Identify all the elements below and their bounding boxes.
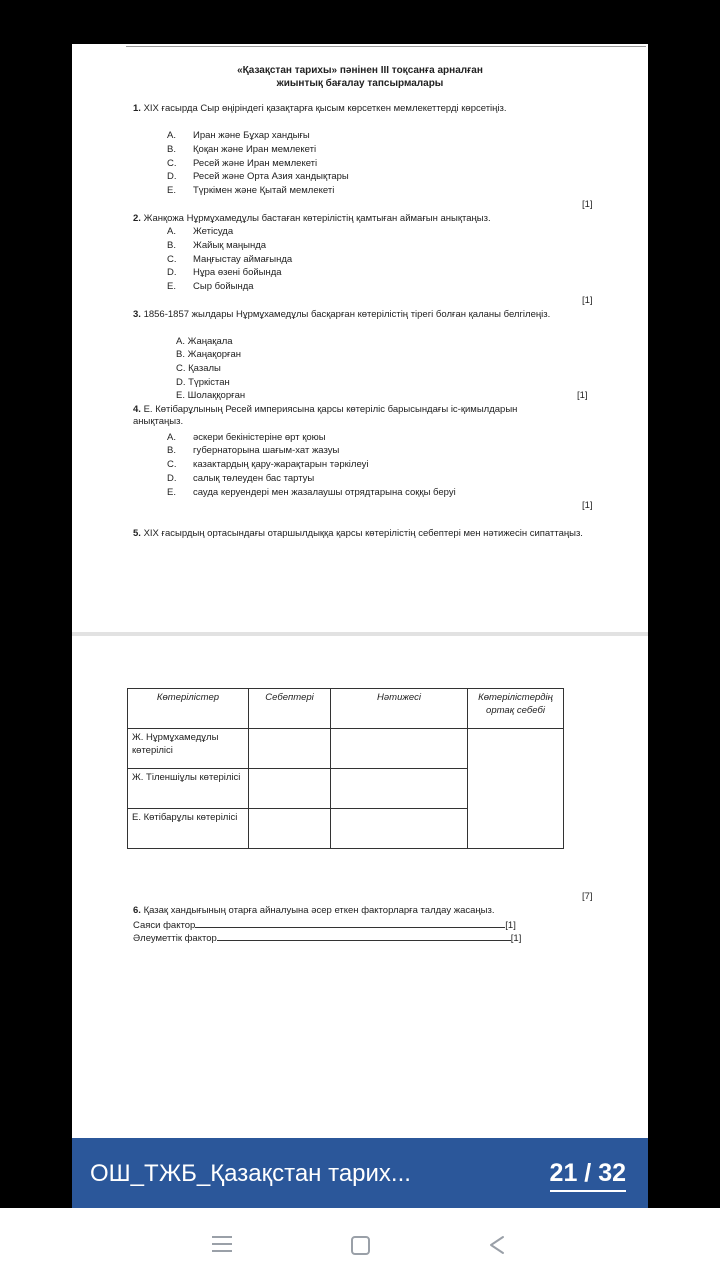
document-bottom-bar [72,1138,648,1208]
question-4 [133,404,553,428]
q3-option-c: С. Қазалы [176,363,221,374]
q2-option-c: C. Маңғыстау аймағында [167,254,293,265]
q2-option-e: E. Сыр бойында [167,281,254,292]
q1-mark: [1] [582,199,593,210]
q6-social-factor-line [133,931,521,945]
question-2-text: Жанқожа Нұрмұхамедұлы бастаған көтерілістің қамтыған аймағын анықтаңыз. [143,213,491,224]
document-page-2 [72,636,648,1136]
table-header-results: Нәтижесі [331,689,468,729]
q6-political-factor-line [133,918,516,932]
q4-option-b: B. губернаторына шағым-хат жазуы [167,445,340,456]
q2-mark: [1] [582,295,593,306]
page-title-line2: жиынтық бағалау тапсырмалары [276,78,444,89]
question-4-number: 4. [133,404,141,415]
question-1-text: ХІХ ғасырда Сыр өңіріндегі қазақтарға қысым көрсеткен мемлекеттерді көрсетіңіз. [143,103,507,114]
question-1 [133,103,603,115]
back-icon[interactable] [486,1234,508,1256]
q6-social-factor-label: Әлеуметтік фактор [133,933,217,944]
question-3-number: 3. [133,309,141,320]
table-cell [249,769,331,809]
document-viewer[interactable] [72,44,648,1208]
table-cell-common-cause [468,729,564,849]
table-cell [249,809,331,849]
q1-option-a: A. Иран және Бұхар хандығы [167,130,310,141]
q4-option-a: A. әскери бекіністеріне өрт қоюы [167,432,326,443]
q2-option-b: B. Жайық маңында [167,240,267,251]
uprisings-table [127,688,564,849]
document-name[interactable]: ОШ_ТЖБ_Қазақстан тарих... [90,1160,411,1187]
question-2-number: 2. [133,213,141,224]
question-6-text: Қазақ хандығының отарға айналуына әсер еткен факторларға талдау жасаңыз. [143,905,495,916]
page-counter[interactable]: 21 / 32 [550,1158,626,1192]
q1-option-c: C. Ресей және Иран мемлекеті [167,158,318,169]
page-title-line1: «Қазақстан тарихы» пәнінен ІІІ тоқсанға арналған [237,65,483,76]
table-cell [331,809,468,849]
q3-option-b: В. Жаңақорған [176,349,242,360]
question-3-text: 1856-1857 жылдары Нұрмұхамедұлы басқарған көтерілістің тірегі болған қаланы белгілеңіз. [143,309,551,320]
q3-option-a: А. Жаңақала [176,336,233,347]
q3-option-d: D. Түркістан [176,377,230,388]
question-2 [133,213,613,225]
question-6-number: 6. [133,905,141,916]
q4-option-c: C. казактардың қару-жарақтарын тәркілеуі [167,459,369,470]
table-row-label-1: Ж. Нұрмұхамедұлы көтерілісі [128,729,249,769]
question-3 [133,309,603,321]
question-6 [133,905,613,917]
q6-political-factor-label: Саяси фактор [133,920,196,931]
q3-mark: [1] [577,390,588,401]
q4-option-d: D. салық төлеуден бас тартуы [167,473,315,484]
table-cell [331,729,468,769]
question-5-text: ХІХ ғасырдың ортасындағы отаршылдыққа қарсы көтерілістің себептері мен нәтижесін сипаттаңыз. [143,528,583,539]
menu-icon[interactable] [212,1236,232,1252]
table-mark: [7] [582,891,593,902]
q4-mark: [1] [582,500,593,511]
q3-option-e: Е. Шолаққорған [176,390,246,401]
question-5 [133,528,583,540]
q1-option-b: B. Қоқан және Иран мемлекеті [167,144,317,155]
question-5-number: 5. [133,528,141,539]
question-4-text: Е. Көтібарұлының Ресей империясына қарсы көтеріліс барысындағы іс-қимылдарын анықтаңыз. [133,404,518,427]
q6-social-factor-mark: [1] [510,933,522,944]
q6-political-factor-mark: [1] [505,920,516,931]
question-1-number: 1. [133,103,141,114]
q2-option-a: A. Жетісуда [167,226,234,237]
table-cell [249,729,331,769]
table-header-uprisings: Көтерілістер [128,689,249,729]
page-top-rule [126,46,646,47]
q1-option-e: E. Түркімен және Қытай мемлекеті [167,185,335,196]
table-row-label-2: Ж. Тіленшіұлы көтерілісі [128,769,249,809]
home-icon[interactable] [351,1236,370,1255]
q2-option-d: D. Нұра өзені бойында [167,267,282,278]
table-header-common-cause: Көтерілістердің ортақ себебі [468,689,564,729]
q4-option-e: E. сауда керуендері мен жазалаушы отрядтарына соққы беруі [167,487,456,498]
table-row-label-3: Е. Көтібарұлы көтерілісі [128,809,249,849]
table-header-causes: Себептері [249,689,331,729]
document-page-1 [72,44,648,632]
table-cell [331,769,468,809]
q1-option-d: D. Ресей және Орта Азия хандықтары [167,171,349,182]
